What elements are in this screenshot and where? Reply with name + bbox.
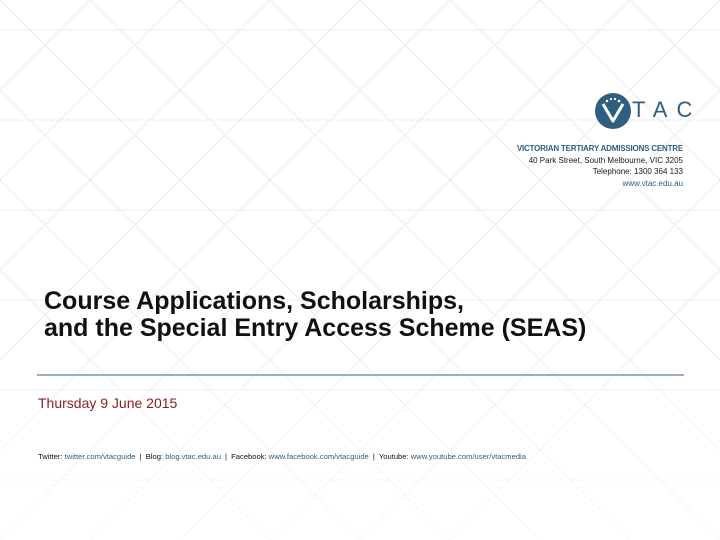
separator: |	[372, 452, 375, 461]
youtube-link[interactable]: www.youtube.com/user/vtacmedia	[410, 452, 526, 461]
blog-link[interactable]: blog.vtac.edu.au	[165, 452, 221, 461]
twitter-link[interactable]: twitter.com/vtacguide	[64, 452, 136, 461]
telephone: Telephone: 1300 364 133	[592, 167, 683, 176]
blog-label: Blog:	[145, 452, 164, 461]
logo-wordmark: TAC	[632, 97, 702, 122]
vtac-v-emblem-icon	[594, 92, 632, 130]
facebook-label: Facebook:	[231, 452, 267, 461]
presentation-date: Thursday 9 June 2015	[38, 395, 178, 411]
contact-address-block	[423, 143, 683, 189]
title-line-2: and the Special Entry Access Scheme (SEAS)	[44, 314, 587, 342]
divider-line	[37, 374, 684, 376]
twitter-label: Twitter:	[38, 452, 63, 461]
social-links-footer	[38, 452, 526, 461]
organisation-name: VICTORIAN TERTIARY ADMISSIONS CENTRE	[516, 144, 683, 153]
street-address: 40 Park Street, South Melbourne, VIC 3205	[528, 155, 683, 165]
slide-title	[44, 288, 684, 342]
separator: |	[139, 452, 142, 461]
title-line-1: Course Applications, Scholarships,	[44, 287, 464, 315]
separator: |	[225, 452, 228, 461]
youtube-label: Youtube:	[378, 452, 409, 461]
facebook-link[interactable]: www.facebook.com/vtacguide	[268, 452, 369, 461]
website-link[interactable]: www.vtac.edu.au	[622, 178, 683, 188]
